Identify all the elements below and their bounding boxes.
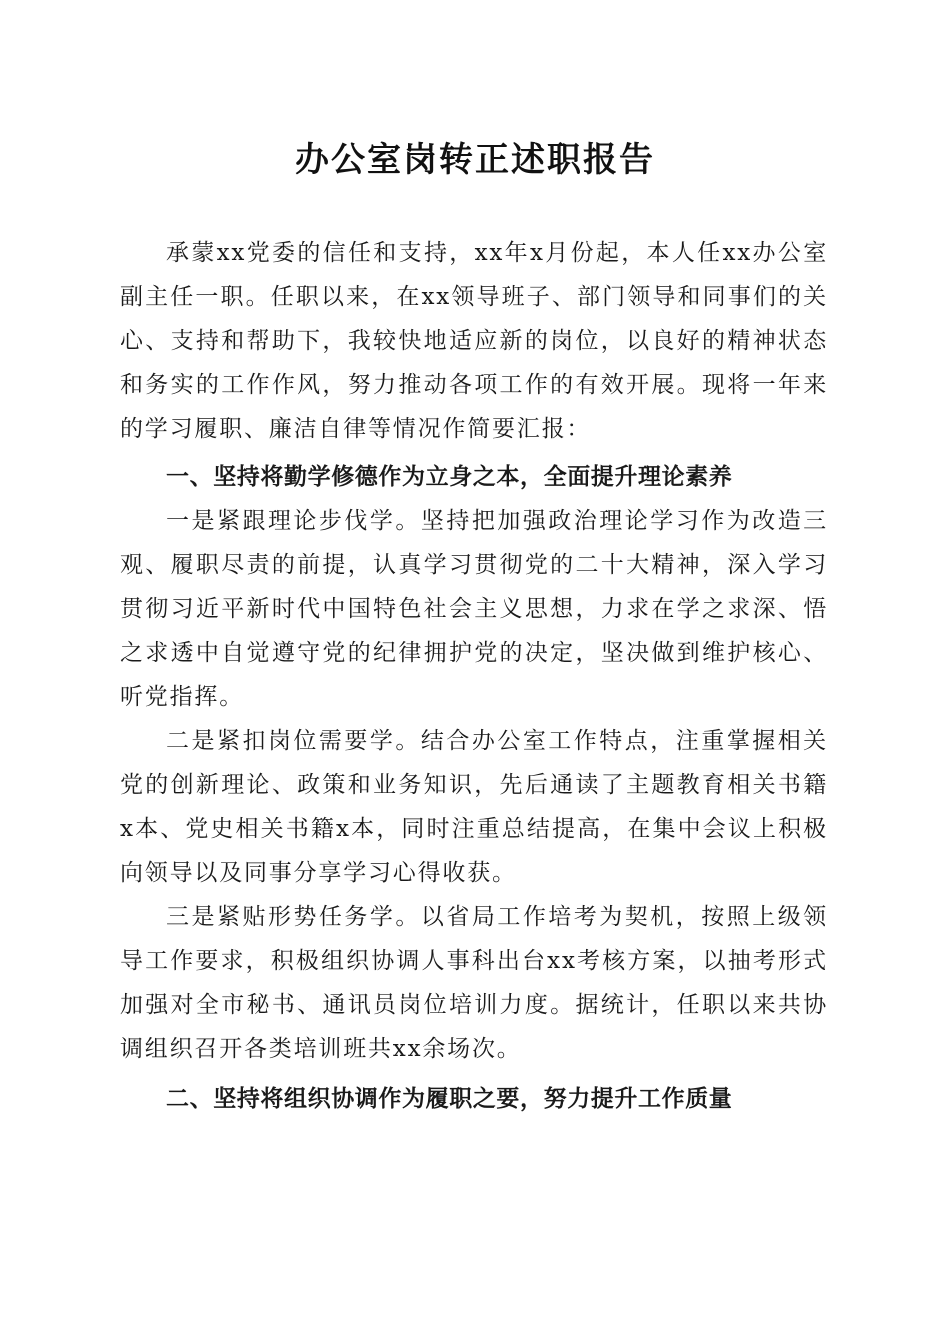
- section-2-heading: 二、坚持将组织协调作为履职之要，努力提升工作质量: [166, 1086, 733, 1112]
- section-1-paragraph-2: 二是紧扣岗位需要学。结合办公室工作特点，注重掌握相关党的创新理论、政策和业务知识，先后通读了主题教育相关书籍x本、党史相关书籍x本，同时注重总结提高，在集中会议上积极向领导以及同事分享学习心得收获。: [120, 728, 828, 886]
- section-1-paragraph-1: 一是紧跟理论步伐学。坚持把加强政治理论学习作为改造三观、履职尽责的前提，认真学习贯彻党的二十大精神，深入学习贯彻习近平新时代中国特色社会主义思想，力求在学之求深、悟之求透中自觉遵守党的纪律拥护党的决定，坚决做到维护核心、听党指挥。: [120, 508, 828, 710]
- document-title: 办公室岗转正述职报告: [295, 140, 655, 180]
- intro-paragraph: 承蒙xx党委的信任和支持，xx年x月份起，本人任xx办公室副主任一职。任职以来，在xx领导班子、部门领导和同事们的关心、支持和帮助下，我较快地适应新的岗位，以良好的精神状态和务实的工作作风，努力推动各项工作的有效开展。现将一年来的学习履职、廉洁自律等情况作简要汇报：: [120, 240, 828, 442]
- section-1-heading: 一、坚持将勤学修德作为立身之本，全面提升理论素养: [166, 464, 733, 490]
- document-body: [120, 231, 828, 1121]
- section-1-paragraph-3: 三是紧贴形势任务学。以省局工作培考为契机，按照上级领导工作要求，积极组织协调人事科出台xx考核方案，以抽考形式加强对全市秘书、通讯员岗位培训力度。据统计，任职以来共协调组织召开各类培训班共xx余场次。: [120, 904, 828, 1062]
